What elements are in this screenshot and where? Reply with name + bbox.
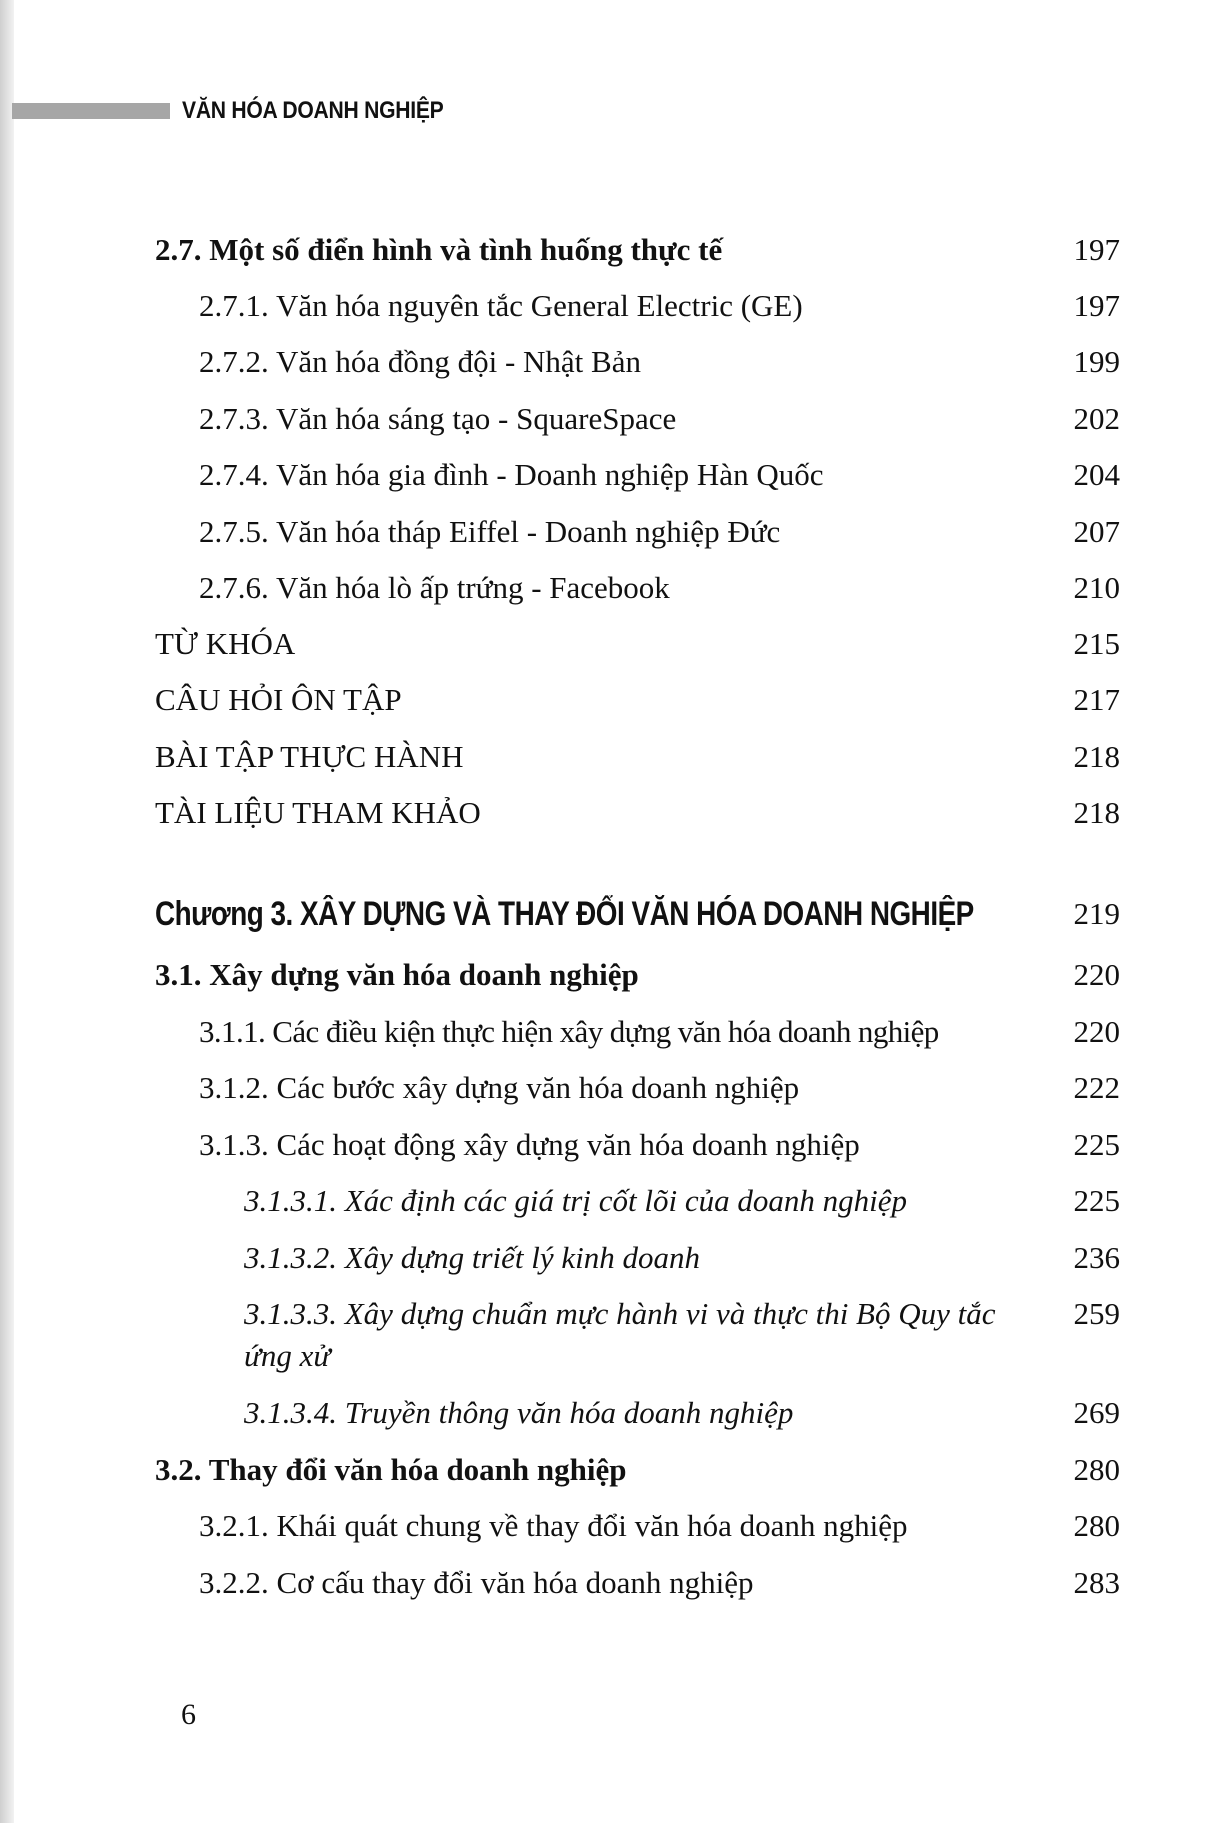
toc-entry-title: 2.7.6. Văn hóa lò ấp trứng - Facebook: [199, 570, 670, 605]
toc-entry-title: 3.1.3.1. Xác định các giá trị cốt lõi của doanh nghiệp: [244, 1183, 907, 1218]
toc-entry-page: 215: [1073, 626, 1120, 661]
toc-entry-page: 220: [1073, 1014, 1120, 1049]
toc-entry-page: 207: [1073, 514, 1120, 549]
toc-entry-page: 218: [1073, 795, 1120, 830]
toc-entry-title: 3.2.2. Cơ cấu thay đổi văn hóa doanh nghiệp: [199, 1565, 754, 1600]
toc-entry-title: 3.1.3.3. Xây dựng chuẩn mực hành vi và thực thi Bộ Quy tắc ứng xử: [244, 1296, 996, 1373]
toc-entry-page: 218: [1073, 739, 1120, 774]
page-number: 6: [181, 1698, 196, 1731]
toc-entry-page: 204: [1073, 457, 1120, 492]
toc-chapter-title: Chương 3. XÂY DỰNG VÀ THAY ĐỔI VĂN HÓA DOANH NGHIỆP: [155, 895, 974, 933]
toc-entry-title: 3.2.1. Khái quát chung về thay đổi văn hóa doanh nghiệp: [199, 1508, 908, 1543]
toc-entry-title: 2.7.1. Văn hóa nguyên tắc General Electric (GE): [199, 288, 803, 323]
toc-entry-title: 2.7. Một số điển hình và tình huống thực tế: [155, 232, 723, 267]
toc-entry-title: 3.1.2. Các bước xây dựng văn hóa doanh nghiệp: [199, 1070, 800, 1105]
toc-entry-page: 280: [1073, 1508, 1120, 1543]
toc-entry-page: 202: [1073, 401, 1120, 436]
toc-entry-title: 3.1. Xây dựng văn hóa doanh nghiệp: [155, 957, 639, 992]
toc-entry-page: 283: [1073, 1565, 1120, 1600]
toc-entry-page: 197: [1073, 288, 1120, 323]
toc-entry-page: 197: [1073, 232, 1120, 267]
toc-entry-title: 2.7.5. Văn hóa tháp Eiffel - Doanh nghiệp Đức: [199, 514, 781, 549]
toc-entry-page: 225: [1073, 1127, 1120, 1162]
toc-entry-page: 220: [1073, 957, 1120, 992]
toc-entry-page: 236: [1073, 1240, 1120, 1275]
toc-entry-title: 2.7.4. Văn hóa gia đình - Doanh nghiệp Hàn Quốc: [199, 457, 824, 492]
toc-entry-title: 3.1.3.4. Truyền thông văn hóa doanh nghiệp: [244, 1395, 794, 1430]
toc-entry-page: 199: [1073, 344, 1120, 379]
toc-entry-title: 2.7.2. Văn hóa đồng đội - Nhật Bản: [199, 344, 641, 379]
toc-entry-title: CÂU HỎI ÔN TẬP: [155, 682, 402, 717]
toc-entry-title: 3.2. Thay đổi văn hóa doanh nghiệp: [155, 1452, 627, 1487]
toc-entry-title: 2.7.3. Văn hóa sáng tạo - SquareSpace: [199, 401, 677, 436]
toc-entry-page: 219: [1073, 896, 1120, 931]
toc-entry-title: 3.1.1. Các điều kiện thực hiện xây dựng văn hóa doanh nghiệp: [199, 1014, 939, 1049]
toc-entry-page: 210: [1073, 570, 1120, 605]
toc-entry-page: 222: [1073, 1070, 1120, 1105]
toc-entry-page: 217: [1073, 682, 1120, 717]
toc-entry-page: 269: [1073, 1395, 1120, 1430]
toc-entry-page: 225: [1073, 1183, 1120, 1218]
toc-entry-title: 3.1.3. Các hoạt động xây dựng văn hóa doanh nghiệp: [199, 1127, 860, 1162]
toc-entry-page: 280: [1073, 1452, 1120, 1487]
toc-entry-title: TỪ KHÓA: [155, 626, 296, 661]
toc-entry-title: BÀI TẬP THỰC HÀNH: [155, 739, 464, 774]
toc-entry-title: TÀI LIỆU THAM KHẢO: [155, 795, 481, 830]
toc-entry-page: 259: [1073, 1296, 1120, 1331]
toc-entry-title: 3.1.3.2. Xây dựng triết lý kinh doanh: [244, 1240, 701, 1275]
running-head-title: VĂN HÓA DOANH NGHIỆP: [182, 97, 444, 124]
